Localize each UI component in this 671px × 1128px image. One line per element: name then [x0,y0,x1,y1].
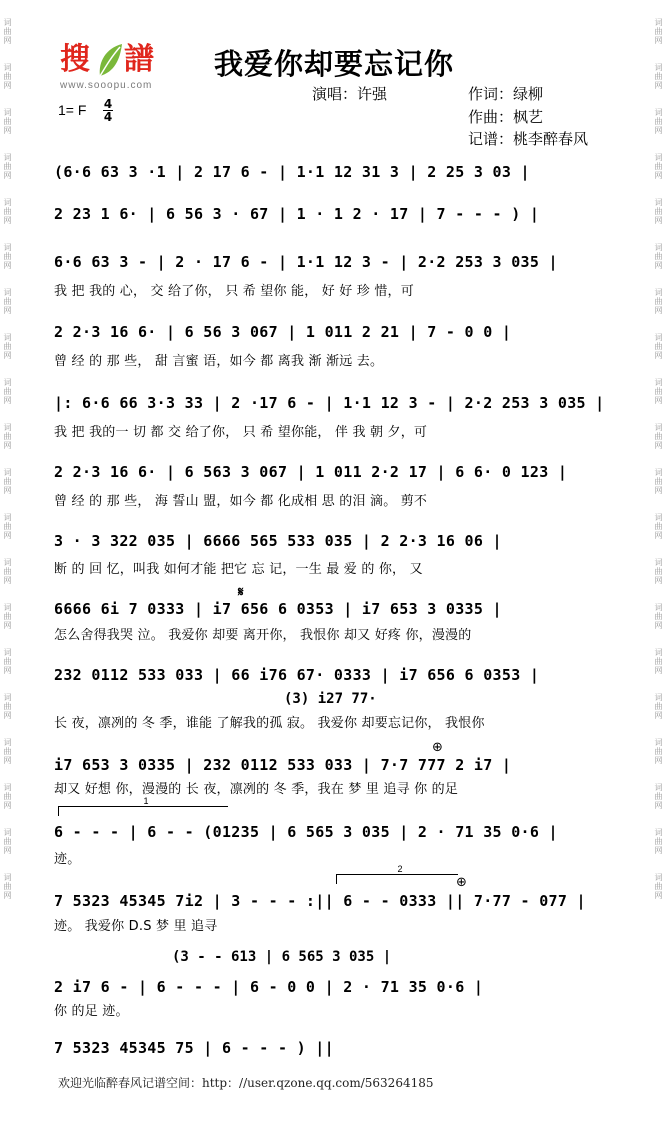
watermark-mark: 词曲网 [654,198,663,225]
lyric-line: 我 把 我的一 切 都 交 给了你， 只 希 望你能， 伴 我 朝 夕，可 [54,425,428,440]
lyric-line: 曾 经 的 那 些， 甜 言蜜 语，如今 都 离我 渐 渐远 去。 [54,354,384,369]
composer-credit: 作曲：枫艺 [468,108,544,126]
watermark-mark: 词曲网 [654,513,663,540]
volta-number: 1 [143,796,149,806]
first-ending-bracket [58,796,228,816]
coda-mark: ⊕ [456,875,467,890]
watermark-mark: 词曲网 [654,153,663,180]
watermark-mark: 词曲网 [3,243,12,270]
lyric-line: 我 把 我的 心， 交 给了你， 只 希 望你 能， 好 好 珍 惜，可 [54,284,414,299]
lyric-line: 你 的足 迹。 [54,1004,129,1019]
alternate-notes: (3 - - 613 | 6 565 3 035 | [172,949,392,965]
segno-mark: 𝄋 [238,585,244,600]
watermark-mark: 词曲网 [3,693,12,720]
watermark-mark: 词曲网 [3,828,12,855]
music-line: 2 2·3 16 6· | 6 563 3 067 | 1 011 2·2 17 | 6 6· 0 123 | [54,463,568,481]
watermark-mark: 词曲网 [3,153,12,180]
watermark-mark: 词曲网 [654,558,663,585]
transcriber-credit: 记谱：桃李醉春风 [468,130,589,148]
watermark-mark: 词曲网 [3,648,12,675]
song-title: 我爱你却要忘记你 [214,47,455,81]
watermark-mark: 词曲网 [654,288,663,315]
watermark-mark: 词曲网 [3,423,12,450]
lyric-line: 曾 经 的 那 些， 海 誓山 盟，如今 都 化成相 思 的泪 滴。 剪不 [54,494,428,509]
music-line: (6·6 63 3 ·1 | 2 17 6 - | 1·1 12 31 3 | 2 25 3 03 | [54,163,530,181]
watermark-mark: 词曲网 [654,468,663,495]
music-line: 232 0112 533 033 | 66 i76 67· 0333 | i7 656 6 0353 | [54,666,540,684]
watermark-mark: 词曲网 [3,603,12,630]
watermark-mark: 词曲网 [654,378,663,405]
site-logo[interactable] [58,40,178,100]
watermark-mark: 词曲网 [654,63,663,90]
watermark-mark: 词曲网 [654,738,663,765]
music-line: 6666 6i 7 0333 | i7 656 6 0353 | i7 653 3 0335 | [54,600,502,618]
watermark-mark: 词曲网 [654,333,663,360]
watermark-mark: 词曲网 [654,828,663,855]
watermark-mark: 词曲网 [654,243,663,270]
second-ending-bracket [336,864,458,884]
watermark-mark: 词曲网 [3,738,12,765]
footer-note: 欢迎光临醉春风记谱空间：http：//user.qzone.qq.com/563264185 [58,1076,434,1090]
alternate-notes: (3) i27 77· [284,691,377,707]
watermark-mark: 词曲网 [3,333,12,360]
music-line: |: 6·6 66 3·3 33 | 2 ·17 6 - | 1·1 12 3 - | 2·2 253 3 035 | [54,394,605,412]
watermark-mark: 词曲网 [3,513,12,540]
logo-url: www.sooopu.com [60,80,153,91]
logo-char-sou: 搜 [60,42,90,77]
watermark-mark: 词曲网 [3,468,12,495]
coda-mark: ⊕ [432,740,443,755]
music-line: 6·6 63 3 - | 2 · 17 6 - | 1·1 12 3 - | 2·2 253 3 035 | [54,253,558,271]
singer-credit: 演唱：许强 [312,85,388,103]
watermark-mark: 词曲网 [3,783,12,810]
watermark-mark: 词曲网 [3,873,12,900]
key-signature: 1= F [58,102,87,118]
leaf-icon [94,42,126,80]
music-line: 7 5323 45345 75 | 6 - - - ) || [54,1039,334,1057]
watermark-mark: 词曲网 [3,558,12,585]
watermark-mark: 词曲网 [3,108,12,135]
lyricist-credit: 作词：绿柳 [468,85,544,103]
watermark-mark: 词曲网 [654,18,663,45]
watermark-mark: 词曲网 [3,63,12,90]
watermark-mark: 词曲网 [654,693,663,720]
logo-char-pu: 譜 [124,42,154,77]
watermark-mark: 词曲网 [3,198,12,225]
music-line: 2 i7 6 - | 6 - - - | 6 - 0 0 | 2 · 71 35 0·6 | [54,978,484,996]
left-watermark-strip [2,0,18,1128]
volta-number: 2 [397,864,403,874]
music-line: 3 · 3 322 035 | 6666 565 533 035 | 2 2·3 16 06 | [54,532,502,550]
time-signature-bottom: 4 [103,110,113,124]
music-line: 2 23 1 6· | 6 56 3 · 67 | 1 · 1 2 · 17 | 7 - - - ) | [54,205,540,223]
music-line: 2 2·3 16 6· | 6 56 3 067 | 1 011 2 21 | 7 - 0 0 | [54,323,512,341]
lyric-line: 长 夜，凛冽的 冬 季，谁能 了解我的孤 寂。 我爱你 却要忘记你， 我恨你 [54,716,485,731]
music-line: i7 653 3 0335 | 232 0112 533 033 | 7·7 777 2 i7 | [54,756,512,774]
watermark-mark: 词曲网 [654,873,663,900]
watermark-mark: 词曲网 [3,18,12,45]
lyric-line: 迹。 我爱你 D.S 梦 里 追寻 [54,919,218,934]
time-signature-top: 4 [103,97,113,111]
music-line: 7 5323 45345 7i2 | 3 - - - :|| 6 - - 0333 || 7·77 - 077 | [54,892,586,910]
watermark-mark: 词曲网 [654,648,663,675]
music-line: 6 - - - | 6 - - (01235 | 6 565 3 035 | 2 · 71 35 0·6 | [54,823,558,841]
lyric-line: 断 的 回 忆，叫我 如何才能 把它 忘 记，一生 最 爱 的 你， 又 [54,562,423,577]
lyric-line: 迹。 [54,852,81,867]
watermark-mark: 词曲网 [3,288,12,315]
watermark-mark: 词曲网 [654,783,663,810]
lyric-line: 却又 好想 你，漫漫的 长 夜，凛冽的 冬 季，我在 梦 里 追寻 你 的足 [54,782,459,797]
watermark-mark: 词曲网 [654,423,663,450]
watermark-mark: 词曲网 [654,603,663,630]
watermark-mark: 词曲网 [3,378,12,405]
right-watermark-strip [653,0,669,1128]
watermark-mark: 词曲网 [654,108,663,135]
lyric-line: 怎么舍得我哭 泣。 我爱你 却要 离开你， 我恨你 却又 好疼 你，漫漫的 [54,628,472,643]
time-signature [102,98,114,123]
